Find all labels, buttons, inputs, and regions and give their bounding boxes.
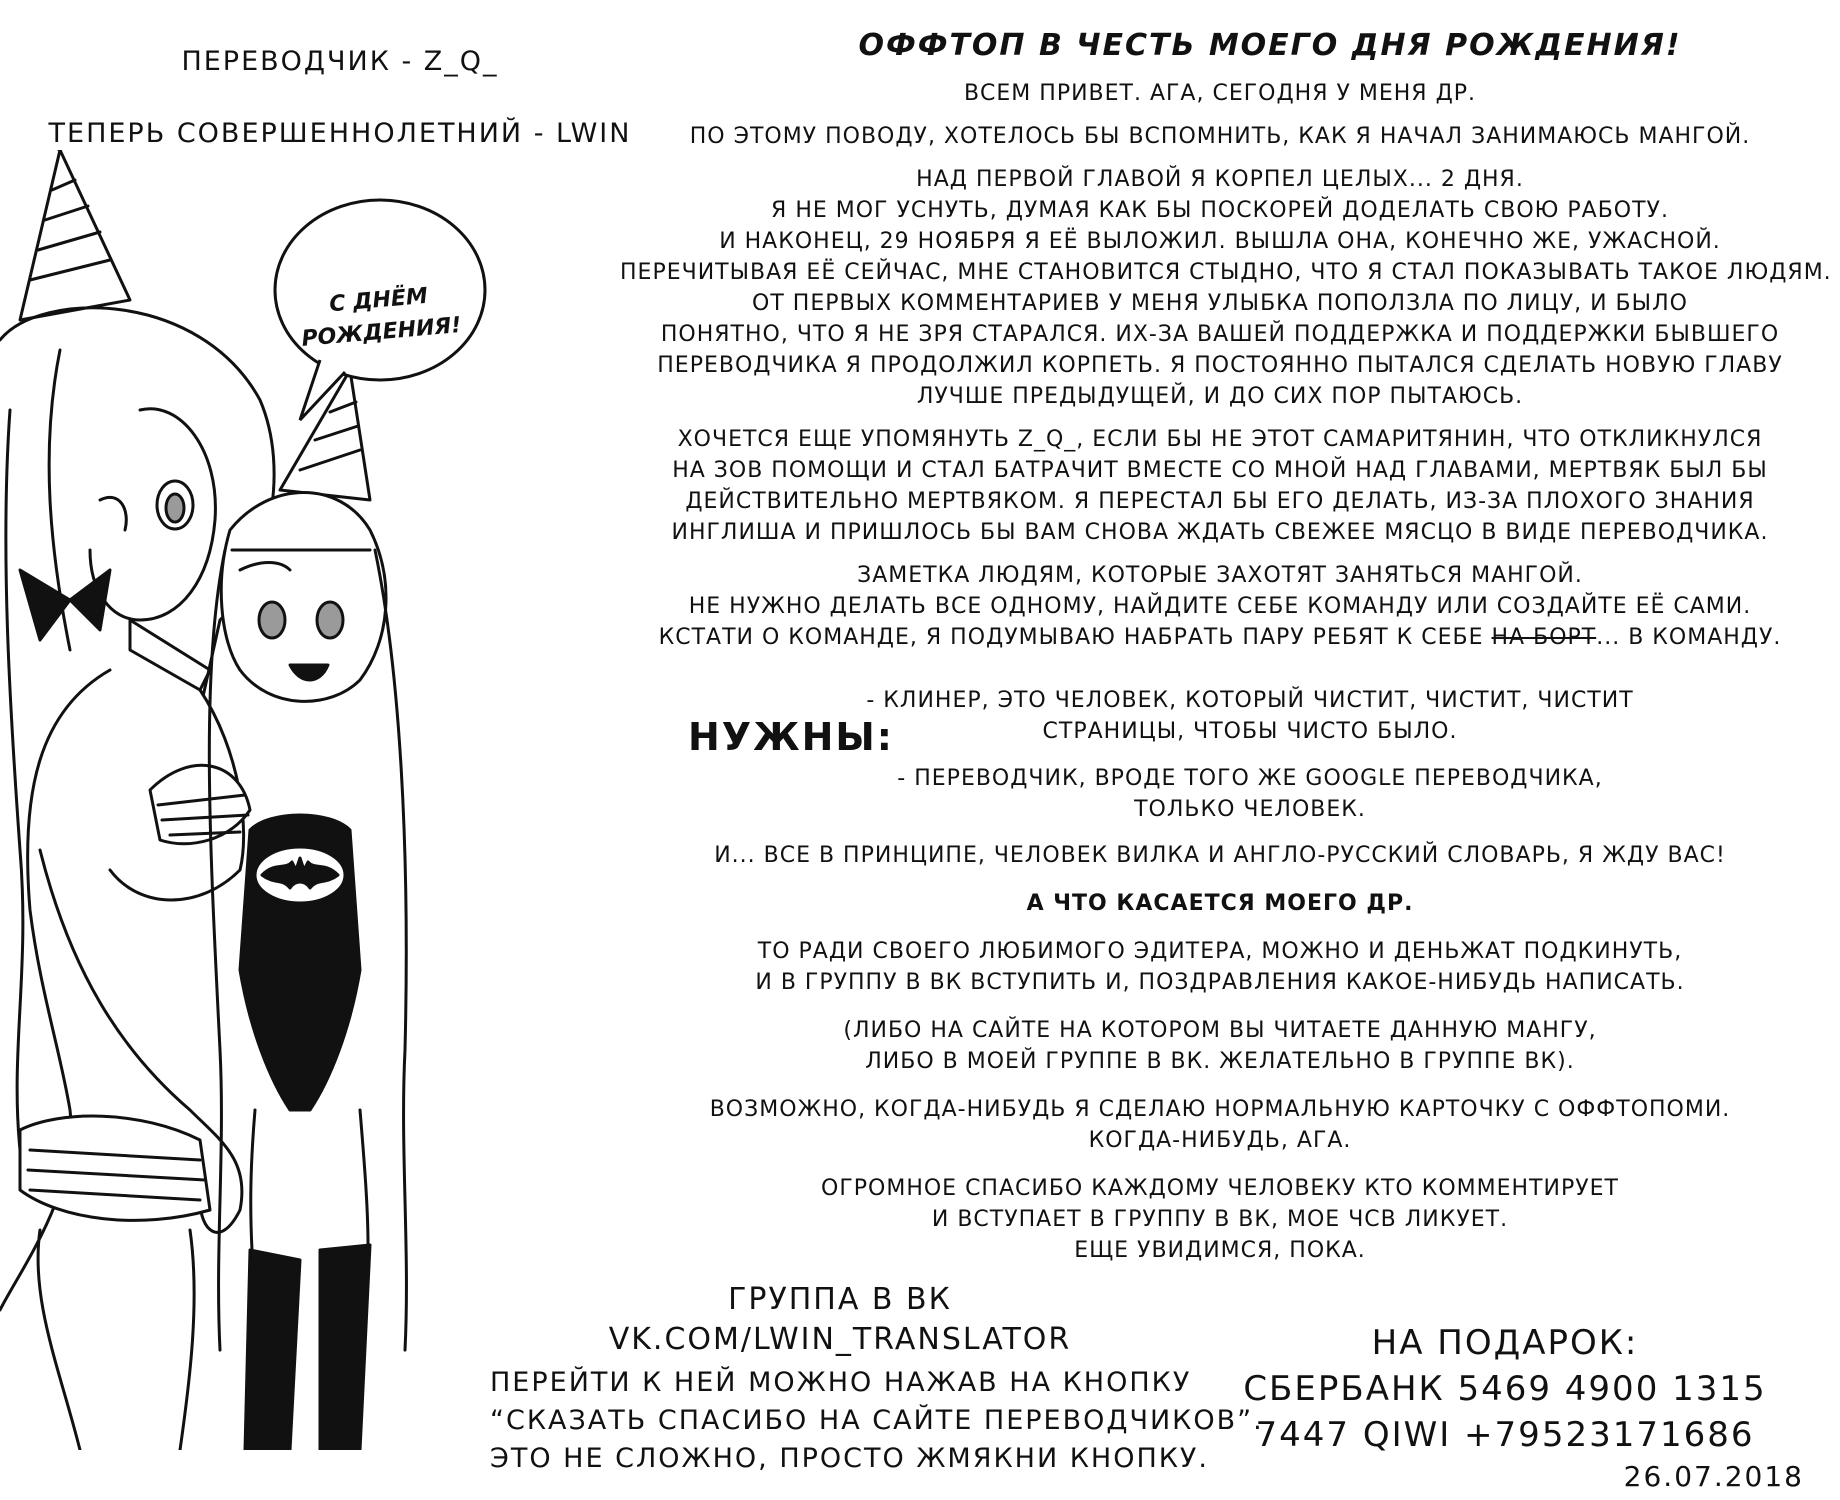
paragraph-thanks-zq <box>620 424 1820 548</box>
text-line: - КЛИНЕР, ЭТО ЧЕЛОВЕК, КОТОРЫЙ ЧИСТИТ, ЧИСТИТ, ЧИСТИТ <box>866 688 1634 713</box>
page-title: ОФФТОП В ЧЕСТЬ МОЕГО ДНЯ РОЖДЕНИЯ! <box>858 28 1682 63</box>
gift-block <box>1235 1320 1775 1458</box>
vk-group-block <box>490 1280 1264 1478</box>
vk-note-line: ЭТО НЕ СЛОЖНО, ПРОСТО ЖМЯКНИ КНОПКУ. <box>490 1443 1209 1474</box>
text-line: Я НЕ МОГ УСНУТЬ, ДУМАЯ КАК БЫ ПОСКОРЕЙ ДОДЕЛАТЬ СВОЮ РАБОТУ. <box>771 198 1669 223</box>
paragraph-greeting <box>620 78 1820 109</box>
text-line: НАД ПЕРВОЙ ГЛАВОЙ Я КОРПЕЛ ЦЕЛЫХ... 2 ДНЯ. <box>916 167 1524 192</box>
needs-list <box>850 685 1650 841</box>
bubble-line-1: С ДНЁМ <box>328 283 429 318</box>
party-hat-icon <box>20 150 130 320</box>
text-line: СТРАНИЦЫ, ЧТОБЫ ЧИСТО БЫЛО. <box>1042 719 1458 744</box>
text-line <box>620 622 1820 653</box>
text-line: - ПЕРЕВОДЧИК, ВРОДЕ ТОГО ЖЕ GOOGLE ПЕРЕВОДЧИКА, <box>897 766 1603 791</box>
paragraph-waiting <box>620 840 1820 871</box>
paragraph-note <box>620 560 1820 653</box>
text-line: ВОЗМОЖНО, КОГДА-НИБУДЬ Я СДЕЛАЮ НОРМАЛЬНУЮ КАРТОЧКУ С ОФФТОПОМИ. <box>709 1097 1731 1122</box>
vk-link[interactable]: VK.COM/LWIN_TRANSLATOR <box>608 1322 1072 1357</box>
vk-note-line: ПЕРЕЙТИ К НЕЙ МОЖНО НАЖАВ НА КНОПКУ <box>490 1367 1192 1398</box>
needs-item-cleaner <box>850 685 1650 747</box>
needs-label: НУЖНЫ: <box>688 715 894 759</box>
text-line: НА ЗОВ ПОМОЩИ И СТАЛ БАТРАЧИТ ВМЕСТЕ СО МНОЙ НАД ГЛАВАМИ, МЕРТВЯК БЫЛ БЫ <box>672 458 1768 483</box>
gift-line-1: СБЕРБАНК 5469 4900 1315 <box>1243 1369 1767 1409</box>
text-line: НЕ НУЖНО ДЕЛАТЬ ВСЕ ОДНОМУ, НАЙДИТЕ СЕБЕ КОМАНДУ ИЛИ СОЗДАЙТЕ ЕЁ САМИ. <box>688 594 1752 619</box>
vk-title: ГРУППА В ВК <box>728 1282 952 1317</box>
text-line: ЕЩЕ УВИДИМСЯ, ПОКА. <box>1074 1238 1366 1263</box>
bat-logo-icon <box>255 847 345 903</box>
paragraph-where <box>620 1015 1820 1077</box>
lower-text <box>620 840 1820 1283</box>
text-line: ВСЕМ ПРИВЕТ. АГА, СЕГОДНЯ У МЕНЯ ДР. <box>963 81 1477 106</box>
gift-title: НА ПОДАРОК: <box>1371 1323 1639 1363</box>
text-line: И... ВСЕ В ПРИНЦИПЕ, ЧЕЛОВЕК ВИЛКА И АНГЛО-РУССКИЙ СЛОВАРЬ, Я ЖДУ ВАС! <box>714 843 1726 868</box>
text-line: ПО ЭТОМУ ПОВОДУ, ХОТЕЛОСЬ БЫ ВСПОМНИТЬ, КАК Я НАЧАЛ ЗАНИМАЮСЬ МАНГОЙ. <box>689 124 1751 149</box>
text-line: ПЕРЕЧИТЫВАЯ ЕЁ СЕЙЧАС, МНЕ СТАНОВИТСЯ СТЫДНО, ЧТО Я СТАЛ ПОКАЗЫВАТЬ ТАКОЕ ЛЮДЯМ. <box>620 260 1832 285</box>
text-line: ЛИБО В МОЕЙ ГРУППЕ В ВК. ЖЕЛАТЕЛЬНО В ГРУППЕ ВК). <box>865 1049 1575 1074</box>
paragraph-birthday-heading <box>620 888 1820 919</box>
credit-adult: ТЕПЕРЬ СОВЕРШЕННОЛЕТНИЙ - LWIN <box>48 118 632 149</box>
text-line: И ВСТУПАЕТ В ГРУППУ В ВК, МОЕ ЧСВ ЛИКУЕТ. <box>931 1207 1509 1232</box>
text-line: ИНГЛИША И ПРИШЛОСЬ БЫ ВАМ СНОВА ЖДАТЬ СВЕЖЕЕ МЯСЦО В ВИДЕ ПЕРЕВОДЧИКА. <box>671 520 1769 545</box>
text-line: ОТ ПЕРВЫХ КОММЕНТАРИЕВ У МЕНЯ УЛЫБКА ПОПОЛЗЛА ПО ЛИЦУ, И БЫЛО <box>752 291 1688 316</box>
text-line: ЗАМЕТКА ЛЮДЯМ, КОТОРЫЕ ЗАХОТЯТ ЗАНЯТЬСЯ МАНГОЙ. <box>857 563 1583 588</box>
main-text <box>620 78 1832 665</box>
paragraph-support <box>620 936 1820 998</box>
paragraph-final-thanks <box>620 1173 1820 1266</box>
text-line: А ЧТО КАСАЕТСЯ МОЕГО ДР. <box>1026 891 1414 916</box>
text-line: ПОНЯТНО, ЧТО Я НЕ ЗРЯ СТАРАЛСЯ. ИХ-ЗА ВАШЕЙ ПОДДЕРЖКА И ПОДДЕРЖКИ БЫВШЕГО <box>660 322 1780 347</box>
struck-text: НА БОРТ <box>1491 625 1597 650</box>
paragraph-reason <box>620 121 1820 152</box>
gift-line-2: 7447 QIWI +79523171686 <box>1255 1415 1755 1455</box>
text-line: ОГРОМНОЕ СПАСИБО КАЖДОМУ ЧЕЛОВЕКУ КТО КОММЕНТИРУЕТ <box>821 1176 1619 1201</box>
text-line: КОГДА-НИБУДЬ, АГА. <box>1088 1128 1352 1153</box>
text-segment: ... В КОМАНДУ. <box>1596 625 1782 650</box>
date-stamp: 26.07.2018 <box>1623 1460 1804 1493</box>
text-line: И В ГРУППУ В ВК ВСТУПИТЬ И, ПОЗДРАВЛЕНИЯ КАКОЕ-НИБУДЬ НАПИСАТЬ. <box>755 970 1685 995</box>
paragraph-history <box>620 164 1832 412</box>
bubble-line-2: РОЖДЕНИЯ! <box>300 312 463 352</box>
text-segment: КСТАТИ О КОМАНДЕ, Я ПОДУМЫВАЮ НАБРАТЬ ПАРУ РЕБЯТ К СЕБЕ <box>658 625 1492 650</box>
text-line: ХОЧЕТСЯ ЕЩЕ УПОМЯНУТЬ Z_Q_, ЕСЛИ БЫ НЕ ЭТОТ САМАРИТЯНИН, ЧТО ОТКЛИКНУЛСЯ <box>677 427 1763 452</box>
text-line: ДЕЙСТВИТЕЛЬНО МЕРТВЯКОМ. Я ПЕРЕСТАЛ БЫ ЕГО ДЕЛАТЬ, ИЗ-ЗА ПЛОХОГО ЗНАНИЯ <box>685 489 1755 514</box>
paragraph-card <box>620 1094 1820 1156</box>
text-line: ТОЛЬКО ЧЕЛОВЕК. <box>1134 797 1366 822</box>
text-line: (ЛИБО НА САЙТЕ НА КОТОРОМ ВЫ ЧИТАЕТЕ ДАННУЮ МАНГУ, <box>843 1018 1597 1043</box>
text-line: ЛУЧШЕ ПРЕДЫДУЩЕЙ, И ДО СИХ ПОР ПЫТАЮСЬ. <box>916 384 1524 409</box>
text-line: ПЕРЕВОДЧИКА Я ПРОДОЛЖИЛ КОРПЕТЬ. Я ПОСТОЯННО ПЫТАЛСЯ СДЕЛАТЬ НОВУЮ ГЛАВУ <box>657 353 1783 378</box>
text-line: ТО РАДИ СВОЕГО ЛЮБИМОГО ЭДИТЕРА, МОЖНО И ДЕНЬЖАТ ПОДКИНУТЬ, <box>757 939 1683 964</box>
vk-note-line: “СКАЗАТЬ СПАСИБО НА САЙТЕ ПЕРЕВОДЧИКОВ”. <box>490 1405 1264 1436</box>
credit-translator: ПЕРЕВОДЧИК - Z_Q_ <box>181 46 499 77</box>
text-line: И НАКОНЕЦ, 29 НОЯБРЯ Я ЕЁ ВЫЛОЖИЛ. ВЫШЛА ОНА, КОНЕЧНО ЖЕ, УЖАСНОЙ. <box>719 229 1721 254</box>
needs-item-translator <box>850 763 1650 825</box>
